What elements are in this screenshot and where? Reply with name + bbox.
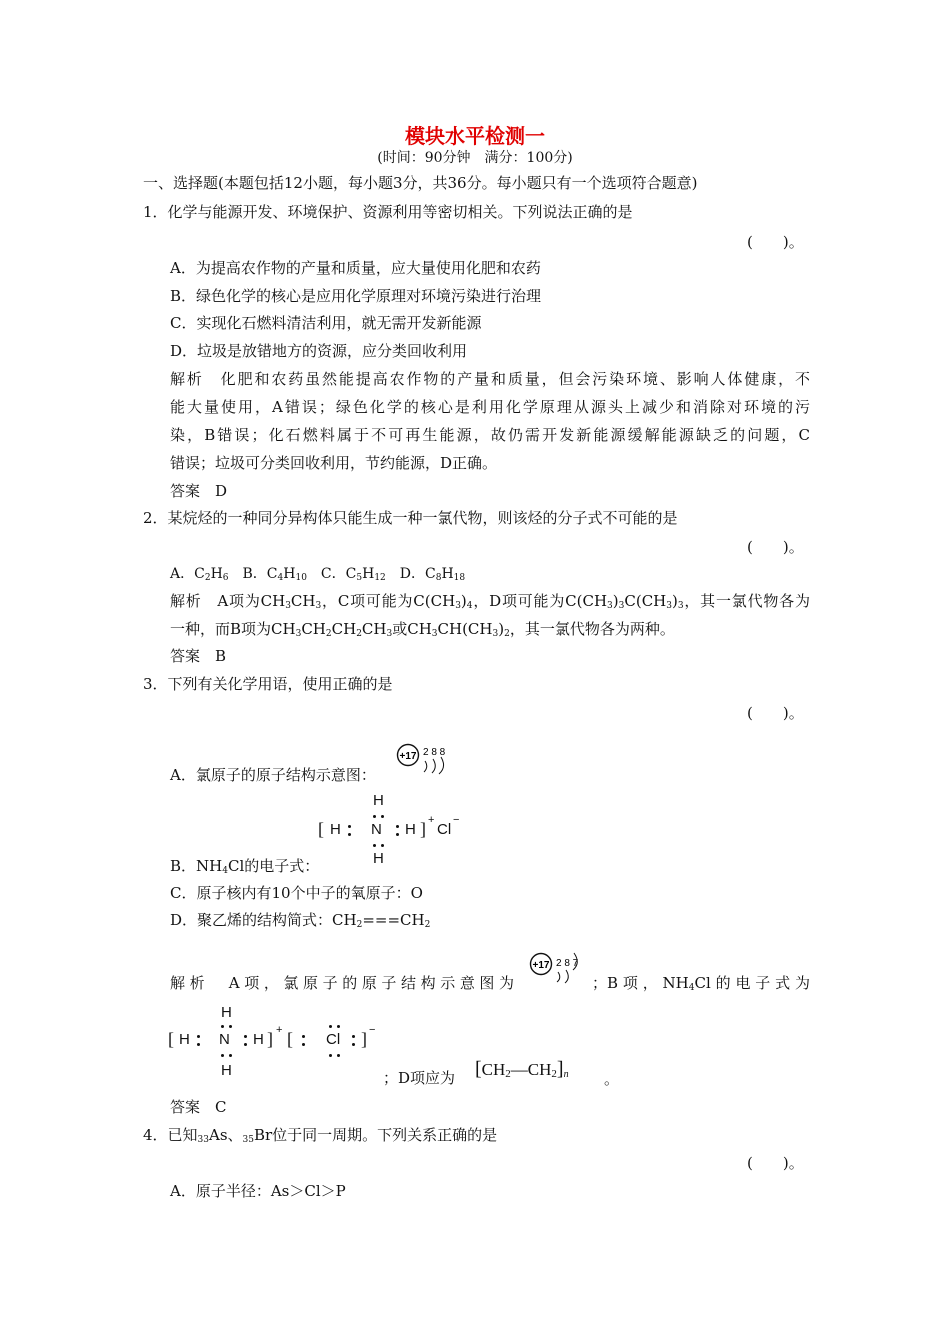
chloride: Cl (437, 821, 452, 838)
q2-analysis-line: 一种，而B项为$CH_3CH_2CH_2CH_3$或$CH_3CH(CH_3)_2$，其一氯代物各为两种。 (170, 620, 675, 639)
charge-plus: + (276, 1024, 283, 1036)
chlorine-atom-diagram-answer (527, 950, 589, 990)
hydrogen-top: H (373, 792, 384, 809)
q2-stem: 2．某烷烃的一种同分异构体只能生成一种一氯代物，则该烃的分子式不可能的是 (143, 509, 678, 527)
hydrogen-left: H (330, 821, 341, 838)
q3-stem: 3．下列有关化学用语，使用正确的是 (143, 675, 393, 693)
nucleus-charge: +17 (399, 751, 417, 762)
q3-period: 。 (604, 1070, 620, 1088)
q1-analysis-line: 染，B错误；化石燃料属于不可再生能源，故仍需开发新能源缓解能源缺乏的问题，C (170, 426, 810, 444)
page-title: 模块水平检测一 (405, 124, 545, 148)
q2-options (170, 564, 465, 584)
q1-option-c: C．实现化石燃料清洁利用，就无需开发新能源 (170, 314, 482, 332)
q1-answer: 答案 D (170, 482, 228, 500)
q1-option-a: A．为提高农作物的产量和质量，应大量使用化肥和农药 (170, 259, 541, 277)
q3-option-b: B．$NH_4Cl$的电子式： (170, 857, 320, 876)
bracket-right: ] (420, 819, 426, 839)
page-subtitle: (时间：90分钟 满分：100分) (377, 150, 573, 166)
section-heading: 一、选择题(本题包括12小题，每小题3分，共36分。每小题只有一个选项符合题意) (143, 174, 698, 192)
nucleus-charge: +17 (532, 960, 550, 971)
q3-option-c: C．原子核内有10个中子的氧原子：O (170, 884, 423, 902)
q2-answer-bracket: ( )。 (747, 538, 804, 556)
q4-option-a: A．原子半径：As＞Cl＞P (170, 1182, 346, 1200)
q4-stem: 4．已知$_{33}$As、$_{35}$Br位于同一周期。下列关系正确的是 (143, 1126, 498, 1145)
q2-option-c: C．$C_5H_{12}$ (320, 566, 386, 583)
polyethylene-formula: $[CH_2—CH_2]_n$ (475, 1058, 569, 1080)
q4-answer-bracket: ( )。 (747, 1154, 804, 1172)
q1-option-b: B．绿色化学的核心是应用化学原理对环境污染进行治理 (170, 287, 542, 305)
hydrogen-bottom: H (373, 850, 384, 867)
hydrogen-right: H (405, 821, 416, 838)
q3-answer-bracket: ( )。 (747, 704, 804, 722)
q1-analysis-line: 解析 化肥和农药虽然能提高农作物的产量和质量，但会污染环境、影响人体健康，不 (170, 370, 810, 388)
chlorine-atom-diagram-option-a (396, 737, 458, 777)
nh4cl-electron-formula (316, 792, 496, 872)
bracket-right-2: ] (361, 1029, 367, 1049)
electron-shells: 2 8 7 (556, 958, 579, 969)
hydrogen-right: H (253, 1031, 264, 1048)
charge-plus: + (428, 814, 435, 826)
charge-minus: − (453, 814, 460, 826)
q3-answer: 答案 C (170, 1098, 227, 1116)
q1-analysis-line: 能大量使用，A错误；绿色化学的核心是利用化学原理从源头上减少和消除对环境的污 (170, 398, 810, 416)
bracket-left: [ (168, 1029, 174, 1049)
bracket-left: [ (318, 819, 324, 839)
nitrogen: N (219, 1031, 230, 1048)
q2-option-d: D．$C_8H_{18}$ (399, 566, 466, 583)
q3-analysis-text: 解析 A项，氯原子的原子结构示意图为 (170, 974, 519, 992)
q3-analysis-text-b: ；B项，$NH_4Cl$的电子式为 (592, 974, 810, 993)
nitrogen: N (371, 821, 382, 838)
q1-stem: 1．化学与能源开发、环境保护、资源利用等密切相关。下列说法正确的是 (143, 203, 633, 221)
chloride: Cl (326, 1031, 341, 1048)
q1-option-d: D．垃圾是放错地方的资源，应分类回收利用 (170, 342, 468, 360)
q2-option-b: B．$C_4H_{10}$ (242, 566, 307, 583)
electron-shells: 2 8 8 (423, 747, 446, 758)
hydrogen-bottom: H (221, 1062, 232, 1079)
q1-analysis-line: 错误；垃圾可分类回收利用，节约能源，D正确。 (170, 454, 498, 472)
q2-analysis-line: 解析 A项为$CH_3CH_3$，C项可能为$C(CH_3)_4$，D项可能为$C(CH_3)_3C(CH_3)_3$，其一氯代物各为 (170, 592, 810, 611)
q3-option-d: D．聚乙烯的结构简式：$CH_2===CH_2$ (170, 911, 431, 930)
hydrogen-top: H (221, 1004, 232, 1021)
q3-analysis-d: ；D项应为 (383, 1069, 456, 1087)
q1-answer-bracket: ( )。 (747, 233, 804, 251)
nh4cl-electron-formula-answer (168, 1004, 408, 1084)
bracket-left-2: [ (287, 1029, 293, 1049)
charge-minus: − (369, 1024, 376, 1036)
q2-answer: 答案 B (170, 647, 227, 665)
bracket-right: ] (267, 1029, 273, 1049)
q3-option-a: A．氯原子的原子结构示意图： (170, 766, 376, 784)
q2-option-a: A．$C_2H_6$ (170, 566, 229, 583)
hydrogen-left: H (179, 1031, 190, 1048)
